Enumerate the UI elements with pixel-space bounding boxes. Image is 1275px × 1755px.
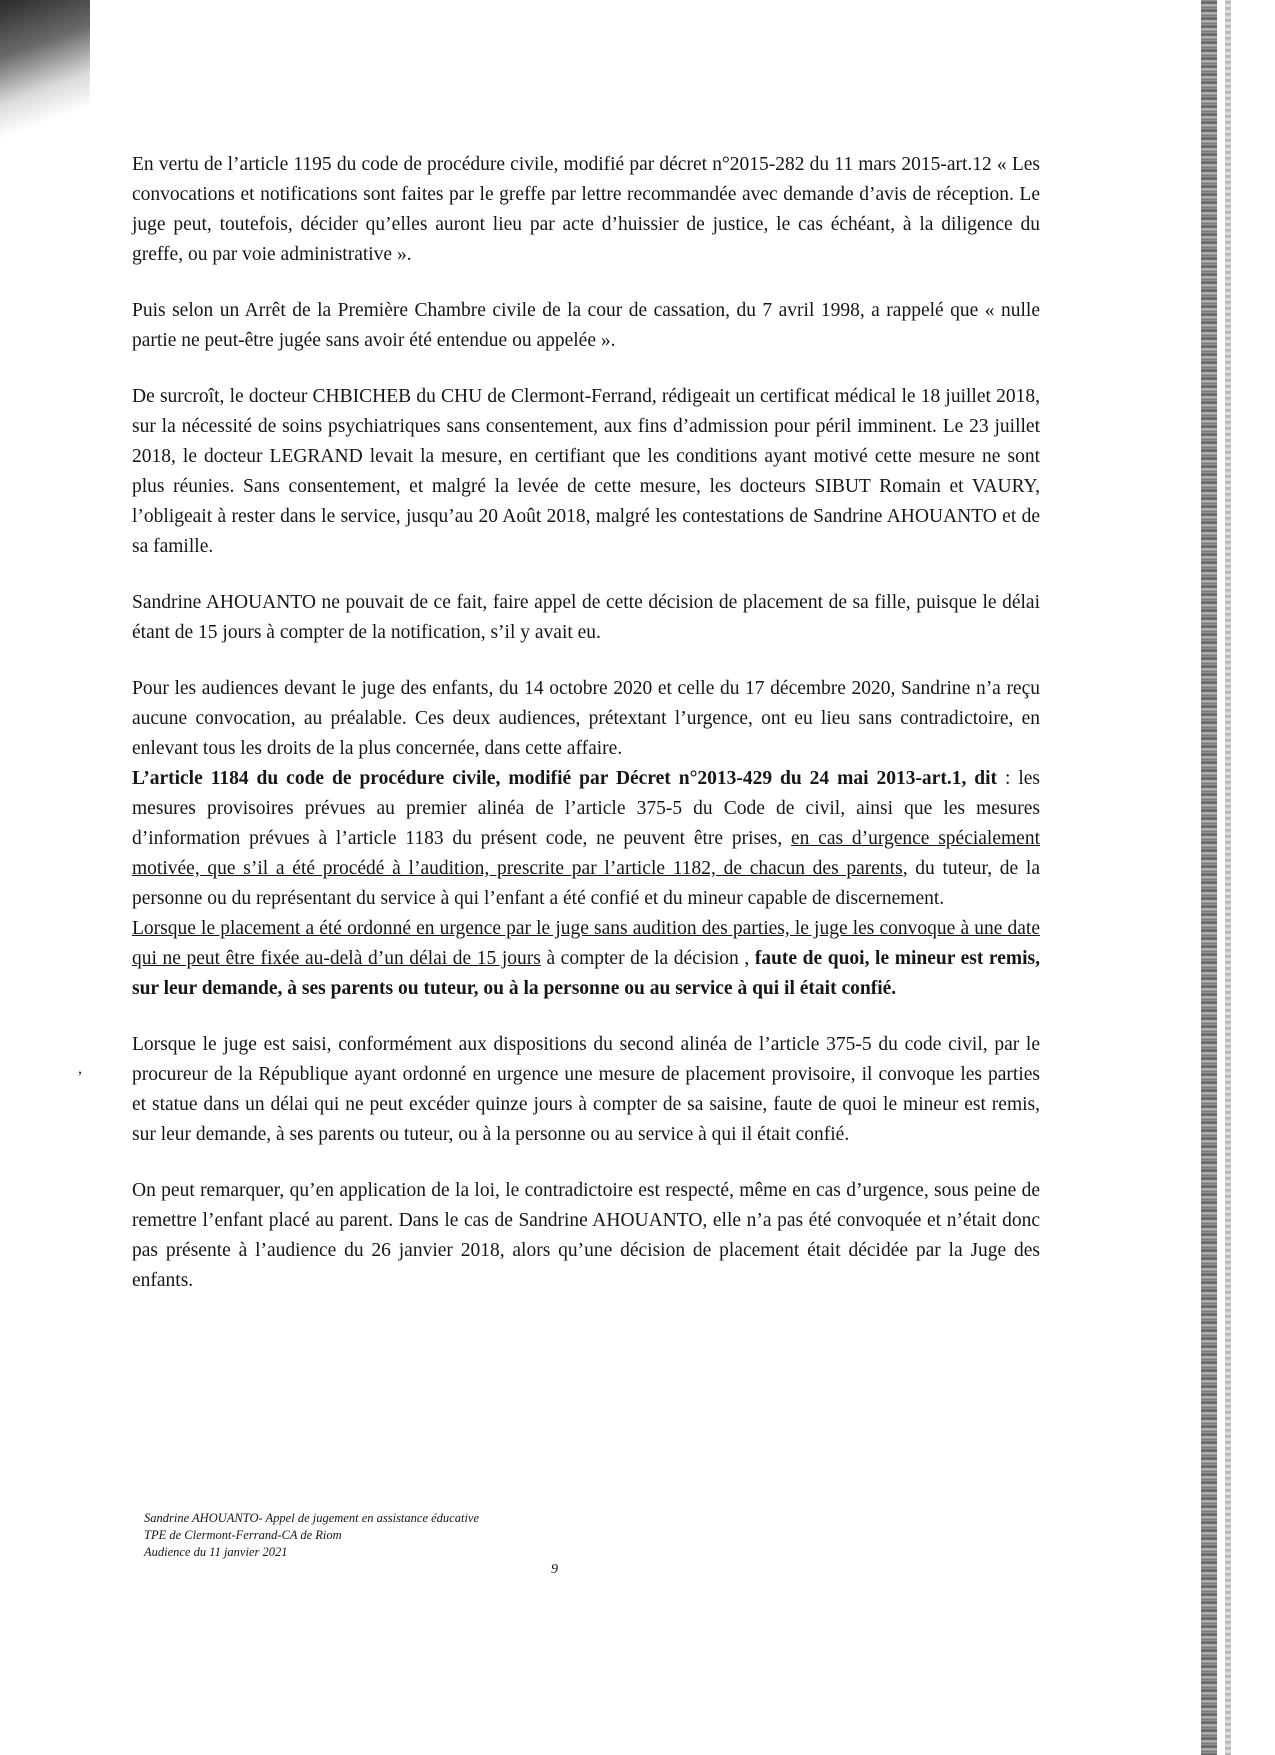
document-footer (144, 1510, 479, 1561)
paragraph-delai-appel: Sandrine AHOUANTO ne pouvait de ce fait, faire appel de cette décision de placement de sa fille, puisque le délai étant de 15 jours à compter de la notification, s’il y avait eu. (132, 592, 1040, 643)
footer-line-3: Audience du 11 janvier 2021 (144, 1545, 288, 1559)
scan-shadow-corner (0, 0, 90, 200)
scan-edge-artifact (1201, 0, 1217, 1755)
paragraph-article-1184 (132, 764, 1040, 914)
article-1184-text-2: , du tuteur, de la personne ou du représentant du service à qui l’enfant a été confié et du mineur capable de discernement. (132, 858, 1040, 909)
scan-edge-artifact-thin (1225, 0, 1231, 1755)
paragraph-arret-cassation: Puis selon un Arrêt de la Première Chambre civile de la cour de cassation, du 7 avril 1998, a rappelé que « nulle partie ne peut-être jugée sans avoir été entendue ou appelée ». (132, 300, 1040, 351)
article-1184-lead: L’article 1184 du code de procédure civile, modifié par Décret n°2013-429 du 24 mai 2013-art.1, dit (132, 768, 998, 789)
paragraph-placement-urgence (132, 914, 1040, 1004)
stray-mark: , (78, 1060, 82, 1077)
paragraph-procureur: Lorsque le juge est saisi, conformément aux dispositions du second alinéa de l’article 375-5 du code civil, par le procureur de la République ayant ordonné en urgence une mesure de placement provisoire, il convoque les parties et statue dans un délai qui ne peut excéder quinze jours à compter de sa saisine, faute de quoi le mineur est remis, sur leur demande, à ses parents ou tuteur, ou à la personne ou au service à qui il était confié. (132, 1034, 1040, 1145)
paragraph-article-1195: En vertu de l’article 1195 du code de procédure civile, modifié par décret n°2015-282 du 11 mars 2015-art.12 « Les convocations et notifications sont faites par le greffe par lettre recommandée avec demande d’avis de réception. Le juge peut, toutefois, décider qu’elles auront lieu par acte d’huissier de justice, le cas échéant, à la diligence du greffe, ou par voie administrative ». (132, 154, 1040, 265)
page-number: 9 (551, 1562, 558, 1577)
footer-line-1: Sandrine AHOUANTO- Appel de jugement en assistance éducative (144, 1511, 480, 1525)
article-1184-text-1: : les mesures provisoires prévues au premier alinéa de l’article 375-5 du Code de civil, ainsi que les mesures d’information prévues à l’article 1183 du présent code, ne peuvent être prises, (132, 768, 1040, 849)
paragraph-certificat-medical: De surcroît, le docteur CHBICHEB du CHU de Clermont-Ferrand, rédigeait un certificat médical le 18 juillet 2018, sur la nécessité de soins psychiatriques sans consentement, aux fins d’admission pour péril imminent. Le 23 juillet 2018, le docteur LEGRAND levait la mesure, en certifiant que les conditions ayant motivé cette mesure ne sont plus réunies. Sans consentement, et malgré la levée de cette mesure, les docteurs SIBUT Romain et VAURY, l’obligeait à rester dans le service, jusqu’au 20 Août 2018, malgré les contestations de Sandrine AHOUANTO et de sa famille. (132, 386, 1040, 557)
paragraph-audiences: Pour les audiences devant le juge des enfants, du 14 octobre 2020 et celle du 17 décembre 2020, Sandrine n’a reçu aucune convocation, au préalable. Ces deux audiences, prétextant l’urgence, ont eu lieu sans contradictoire, en enlevant tous les droits de la plus concernée, dans cette affaire. (132, 678, 1040, 759)
paragraph-conclusion: On peut remarquer, qu’en application de la loi, le contradictoire est respecté, même en cas d’urgence, sous peine de remettre l’enfant placé au parent. Dans le cas de Sandrine AHOUANTO, elle n’a pas été convoquée et n’était donc pas présente à l’audience du 26 janvier 2018, alors qu’une décision de placement était décidée par la Juge des enfants. (132, 1180, 1040, 1291)
placement-urgence-underlined: Lorsque le placement a été ordonné en urgence par le juge sans audition des parties, le juge les convoque à une date qui ne peut être fixée au-delà d’un délai de 15 jours (132, 918, 1040, 969)
article-1184-underlined: en cas d’urgence spécialement motivée, que s’il a été procédé à l’audition, prescrite par l’article 1182, de chacun des parents (132, 828, 1040, 879)
footer-line-2: TPE de Clermont-Ferrand-CA de Riom (144, 1528, 342, 1542)
placement-urgence-bold: faute de quoi, le mineur est remis, sur leur demande, à ses parents ou tuteur, ou à la personne ou au service à qui il était confié. (132, 948, 1041, 999)
placement-urgence-text: à compter de la décision , (540, 948, 755, 969)
document-body (132, 150, 1040, 1322)
